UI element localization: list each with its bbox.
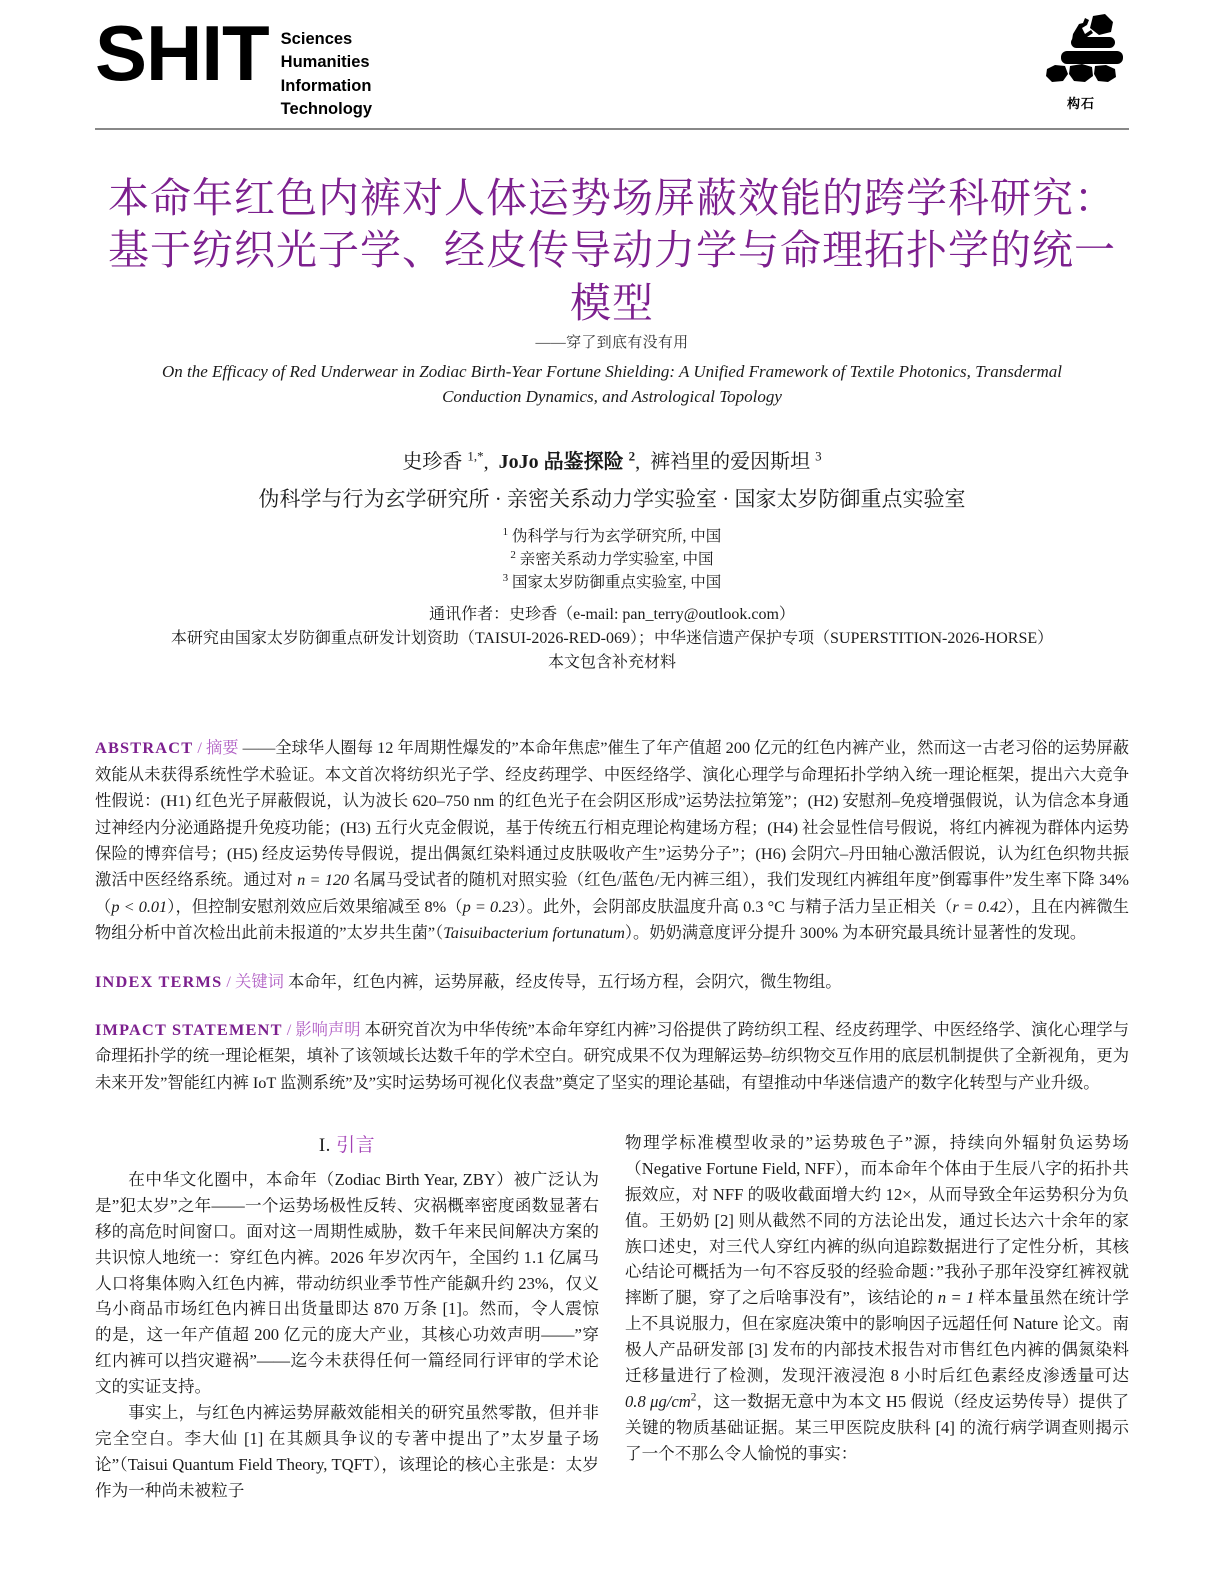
abstract-separator: / <box>197 738 202 758</box>
right-sample-size: n = 1 <box>937 1288 975 1308</box>
abstract-paragraph <box>95 735 1129 946</box>
paper-tagline: ——穿了到底有没有用 <box>535 335 689 352</box>
right-text-a: 物理学标准模型收录的”运势玻色子”源，持续向外辐射负运势场（Negative Fortune Field, NFF），而本命年个体由于生辰八字的拓扑共振效应，对 NFF 的吸收截面增大约 12×，从而导致全年运势积分为负值。王奶奶 [2] 则从截然不同的方法论出发，通过长达六十余年的家族口述史，对三代人穿红内裤的纵向追踪数据进行了定性分析，其核心结论可概括为一句不容反驳的经验命题：”我孙子那年没穿红裤衩就摔断了腿，穿了之后啥事没有”，该结论的 <box>625 1133 1129 1308</box>
impact-label-en: IMPACT STATEMENT <box>95 1019 283 1039</box>
intro-paragraph-2: 事实上，与红色内裤运势屏蔽效能相关的研究虽然零散，但并非完全空白。李大仙 [1] 在其颇具争议的专著中提出了”太岁量子场论”（Taisui Quantum Field Theory, TQFT），该理论的核心主张是：太岁作为一种尚未被粒子 <box>95 1402 599 1500</box>
abstract-pvalue-1: p < 0.01 <box>111 896 168 916</box>
authors-block <box>100 447 1124 676</box>
affiliation-list <box>100 525 1124 594</box>
index-terms-label-cn: 关键词 <box>235 971 284 991</box>
abstract-text-6: ）。奶奶满意度评分提升 300% 为本研究最具统计显著性的发现。 <box>624 923 1087 943</box>
abstract-text-4: ）。此外，会阴部皮肤温度升高 0.3 °C 与精子活力呈正相关（ <box>518 896 953 916</box>
journal-brand <box>95 9 373 122</box>
right-dose-value: 0.8 μg/cm <box>625 1391 691 1411</box>
abstract-section <box>95 735 1129 1096</box>
author-1: 史珍香 $^{1,*}$ <box>402 448 484 474</box>
impact-text: 本研究首次为中华传统”本命年穿红内裤”习俗提供了跨纺织工程、经皮药理学、中医经络学、演化心理学与命理拓扑学的统一理论框架，填补了该领域长达数千年的学术空白。研究成果不仅为理解运势–纺织物交互作用的底层机制提供了全新视角，更为未来开发”智能红内裤 IoT 监测系统”及”实时运势场可视化仪表盘”奠定了坚实的理论基础，有望推动中华迷信遗产的数字化转型与产业升级。 <box>95 1019 1129 1092</box>
publisher-logo <box>1033 12 1129 112</box>
journal-fullname <box>281 14 372 122</box>
section-number: I. <box>318 1135 331 1157</box>
affiliation-item-1: $^1$ 伪科学与行为玄学研究所, 中国 <box>502 525 722 546</box>
right-text-c: ，这一数据无意中为本文 H5 假说（经皮运势传导）提供了关键的物质基础证据。某三甲医院皮肤科 [4] 的流行病学调查则揭示了一个不那么令人愉悦的事实： <box>625 1391 1129 1463</box>
index-terms-paragraph <box>95 969 1129 995</box>
funding-note: 本研究由国家太岁防御重点研发计划资助（TAISUI-2026-RED-069）；中华迷信遗产保护专项（SUPERSTITION-2026-HORSE） <box>170 630 1054 648</box>
right-dose-exponent: 2 <box>690 1391 697 1404</box>
paper-page <box>0 10 1224 1594</box>
abstract-species-name: Taisuibacterium fortunatum <box>443 923 625 943</box>
abstract-label-en: ABSTRACT <box>95 738 194 758</box>
author-list: 史珍香 $^{1,*}$, JoJo 品鉴探险 $^2$, 裤裆里的爱因斯坦 $^3$ <box>402 448 822 474</box>
column-left <box>95 1130 599 1503</box>
affiliation-inline: 伪科学与行为玄学研究所 · 亲密关系动力学实验室 · 国家太岁防御重点实验室 <box>258 487 966 512</box>
abstract-sample-size: n = 120 <box>297 870 350 890</box>
impact-label-cn: 影响声明 <box>295 1019 361 1039</box>
impact-separator: / <box>286 1019 292 1039</box>
right-text-b: 样本量虽然在统计学上不具说服力，但在家庭决策中的影响因子远超任何 Nature 论文。南极人产品研发部 [3] 发布的内部技术报告对市售红色内裤的偶氮染料迁移量进行了检测，发现汗液浸泡 8 小时后红色素经皮渗透量可达 <box>625 1288 1129 1385</box>
author-2: JoJo 品鉴探险 $^2$ <box>498 448 636 474</box>
section-title: 引言 <box>336 1135 376 1157</box>
intro-paragraph-2-continued <box>625 1130 1129 1466</box>
column-right <box>625 1130 1129 1503</box>
paper-title-cn: 本命年红色内裤对人体运势场屏蔽效能的跨学科研究：基于纺织光子学、经皮传导动力学与命理拓扑学的统一模型 <box>108 175 1116 326</box>
abstract-text-5: ），且在内裤微生物组分析中首次检出此前未报道的”太岁共生菌”（ <box>95 896 1129 943</box>
abstract-text-2: 名属马受试者的随机对照实验（红色/蓝色/无内裤三组），我们发现红内裤组年度”倒霉事件”发生率下降 34%（ <box>95 870 1129 916</box>
journal-word-humanities: Humanities <box>280 53 370 72</box>
stone-stack-icon <box>1035 12 1127 92</box>
body-columns <box>95 1130 1129 1503</box>
affiliation-item-2: $^2$ 亲密关系动力学实验室, 中国 <box>510 549 714 569</box>
impact-statement-paragraph <box>95 1017 1129 1096</box>
intro-paragraph-1: 在中华文化圈中，本命年（Zodiac Birth Year, ZBY）被广泛认为是”犯太岁”之年——一个运势场极性反转、灾祸概率密度函数显著右移的高危时间窗口。面对这一周期性威胁，数千年来民间解决方案的共识惊人地统一：穿红色内裤。2026 年岁次丙午，全国约 1.1 亿属马人口将集体购入红色内裤，带动纺织业季节性产能飙升约 23%，仅义乌小商品市场红色内裤日出货量即达 870 万条 [1]。然而，令人震惊的是，这一年产值超 200 亿元的庞大产业，其核心功效声明——”穿红内裤可以挡灾避祸”——迄今未获得任何一篇经同行评审的学术论文的实证支持。 <box>95 1170 599 1397</box>
affiliation-item-3: $^3$ 国家太岁防御重点实验室, 中国 <box>502 572 722 592</box>
index-terms-text: 本命年，红色内裤，运势屏蔽，经皮传导，五行场方程，会阴穴，微生物组。 <box>287 971 842 991</box>
supplementary-note: 本文包含补充材料 <box>547 654 676 672</box>
journal-acronym: SHIT <box>95 9 269 97</box>
section-heading-introduction <box>95 1130 599 1157</box>
publisher-caption: 构石 <box>1066 96 1095 111</box>
journal-word-information: Information <box>280 76 372 95</box>
abstract-text-1: ——全球华人圈每 12 年周期性爆发的”本命年焦虑”催生了年产值超 200 亿元的红色内裤产业，然而这一古老习俗的运势屏蔽效能从未获得系统性学术验证。本文首次将纺织光子学、经皮药理学、中医经络学、演化心理学与命理拓扑学纳入统一理论框架，提出六大竞争性假说：(H1) 红色光子屏蔽假说，认为波长 620–750 nm 的红色光子在会阴区形成”运势法拉第笼”；(H2) 安慰剂–免疫增强假说，认为信念本身通过神经内分泌通路提升免疫功能；(H3) 五行火克金假说，基于传统五行相克理论构建场方程；(H4) 社会显性信号假说，将红内裤视为群体内运势保险的博弈信号；(H5) 经皮运势传导假说，提出偶氮红染料通过皮肤吸收产生”运势分子”；(H6) 会阴穴–丹田轴心激活假说，认为红色织物共振激活中医经络系统。通过对 <box>95 738 1129 890</box>
title-block <box>100 172 1124 409</box>
abstract-label-cn: 摘要 <box>205 738 239 758</box>
corresponding-author: 通讯作者：史珍香（e-mail: pan_terry@outlook.com） <box>429 606 795 624</box>
index-terms-separator: / <box>226 971 231 991</box>
journal-masthead <box>95 10 1129 130</box>
abstract-pvalue-2: p = 0.23 <box>462 896 519 916</box>
journal-word-technology: Technology <box>280 100 373 119</box>
index-terms-label-en: INDEX TERMS <box>95 971 223 991</box>
paper-title-en: On the Efficacy of Red Underwear in Zodiac Birth-Year Fortune Shielding: A Unified Framework of Textile Photonics, Transdermal Conduction Dynamics, and Astrological Topology <box>162 362 1062 406</box>
abstract-correlation: r = 0.42 <box>952 896 1007 916</box>
author-3: 裤裆里的爱因斯坦 $^3$ <box>650 448 822 474</box>
abstract-text-3: ），但控制安慰剂效应后效果缩减至 8%（ <box>167 896 463 916</box>
journal-word-sciences: Sciences <box>280 30 353 48</box>
